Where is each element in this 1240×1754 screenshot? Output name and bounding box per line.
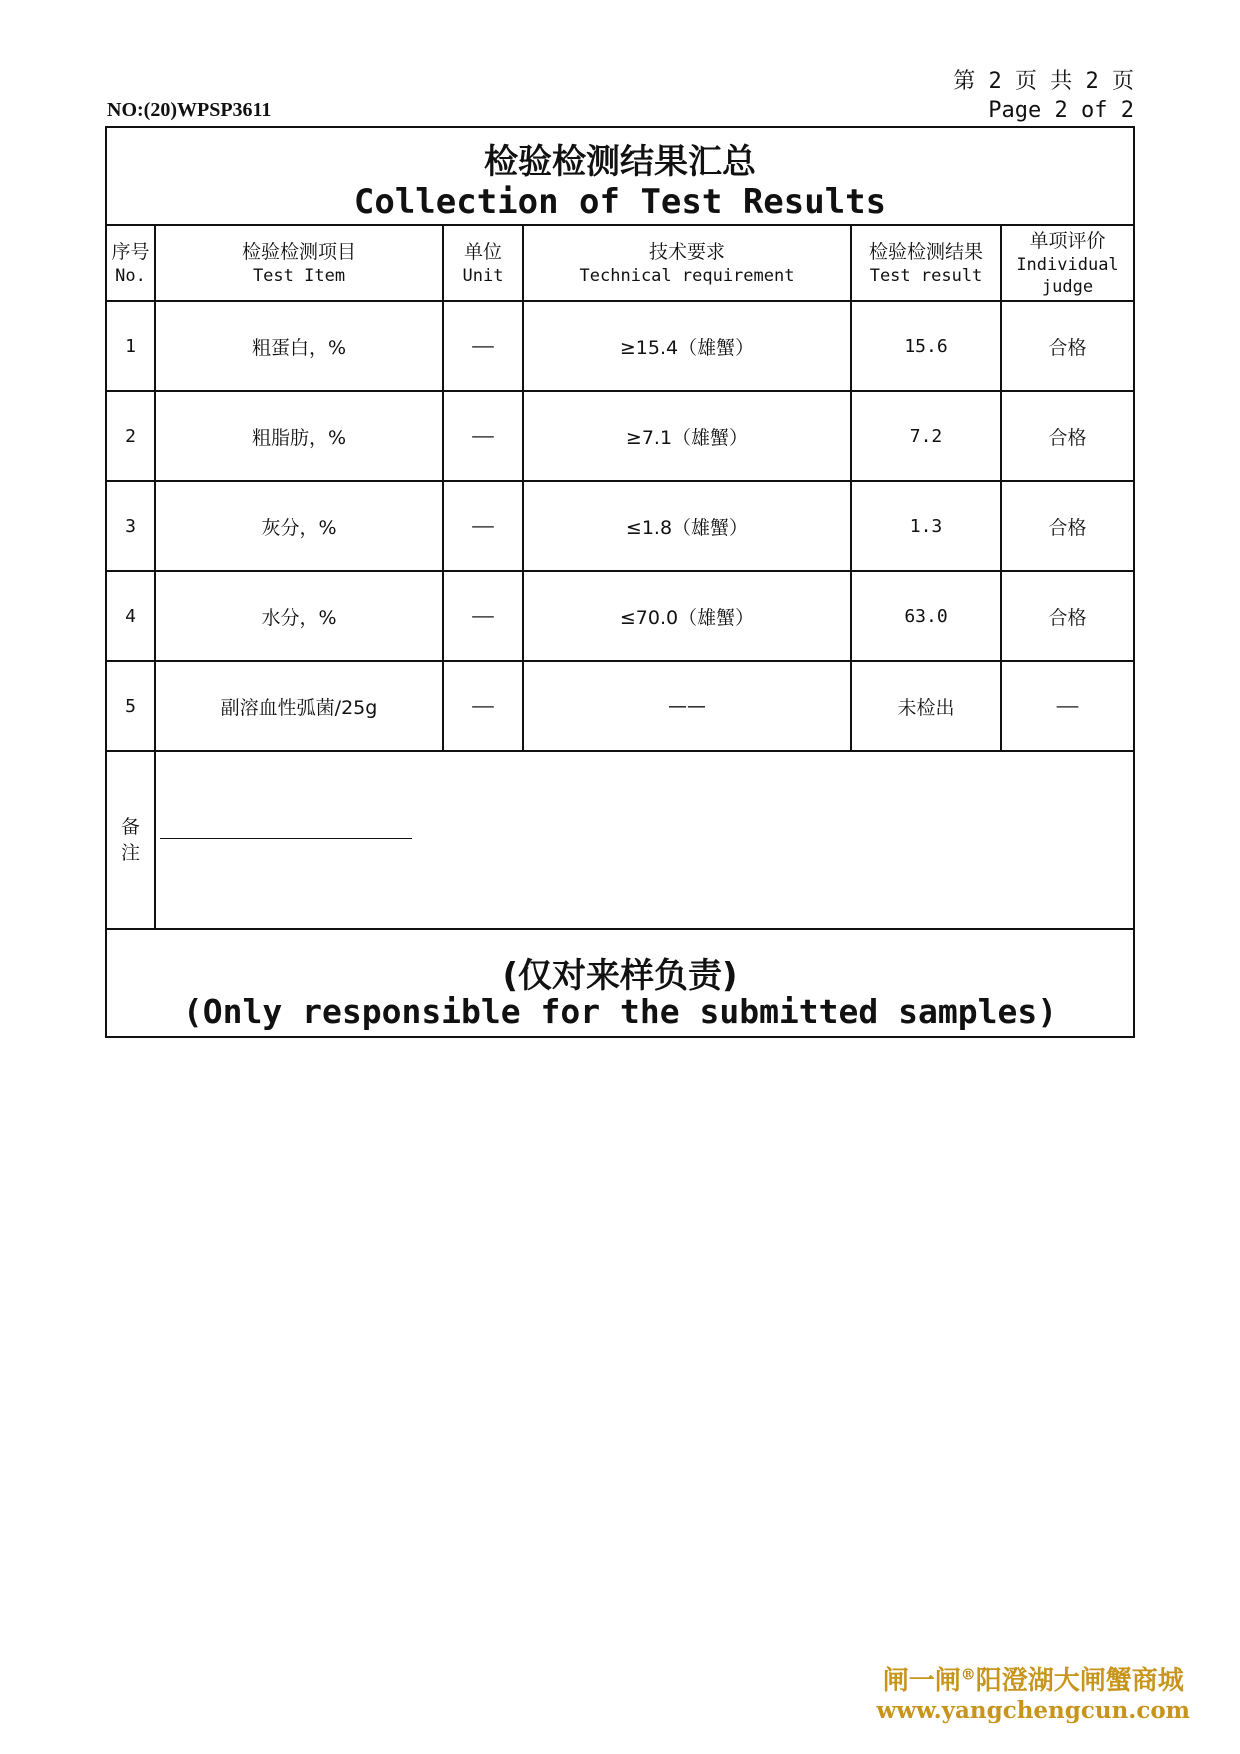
cell-requirement: ≥15.4（雄蟹） <box>523 301 851 391</box>
page-indicator <box>953 67 1134 125</box>
page-indicator-en: Page 2 of 2 <box>988 98 1134 123</box>
remarks-label-1: 备 <box>120 816 140 838</box>
disclaimer-en: (Only responsible for the submitted samples) <box>182 992 1058 1031</box>
cell-requirement: ≤1.8（雄蟹） <box>523 481 851 571</box>
header-unit: 单位 Unit <box>443 226 523 301</box>
table-row <box>107 391 1133 481</box>
cell-item: 副溶血性弧菌/25g <box>155 661 443 751</box>
watermark-shop: 阳澄湖大闸蟹商城 <box>975 1666 1184 1696</box>
results-report <box>105 126 1135 1038</box>
cell-judge: 合格 <box>1001 301 1133 391</box>
cell-judge: 合格 <box>1001 391 1133 481</box>
cell-unit: —— <box>443 481 523 571</box>
cell-no: 5 <box>107 661 155 751</box>
cell-result: 15.6 <box>851 301 1001 391</box>
cell-no: 1 <box>107 301 155 391</box>
cell-requirement: ≥7.1（雄蟹） <box>523 391 851 481</box>
cell-result: 1.3 <box>851 481 1001 571</box>
cell-item: 水分，% <box>155 571 443 661</box>
cell-result: 63.0 <box>851 571 1001 661</box>
cell-unit: —— <box>443 661 523 751</box>
cell-no: 2 <box>107 391 155 481</box>
disclaimer <box>107 942 1133 1036</box>
header-no: 序号 No. <box>107 226 155 301</box>
cell-requirement: —— <box>523 661 851 751</box>
table-row <box>107 481 1133 571</box>
title-cn: 检验检测结果汇总 <box>484 142 756 182</box>
table-header <box>107 226 1133 301</box>
cell-item: 灰分，% <box>155 481 443 571</box>
cell-judge: —— <box>1001 661 1133 751</box>
cell-item: 粗脂肪，% <box>155 391 443 481</box>
table-row <box>107 571 1133 661</box>
remarks-label <box>107 751 155 929</box>
cell-judge: 合格 <box>1001 481 1133 571</box>
report-title <box>107 128 1133 226</box>
remarks-content <box>155 751 1133 929</box>
page-indicator-cn: 第 2 页 共 2 页 <box>953 69 1134 94</box>
cell-requirement: ≤70.0（雄蟹） <box>523 571 851 661</box>
cell-unit: —— <box>443 571 523 661</box>
title-en: Collection of Test Results <box>353 182 887 222</box>
header-test-result: 检验检测结果 Test result <box>851 226 1001 301</box>
disclaimer-cn: (仅对来样负责) <box>502 956 738 996</box>
table-row <box>107 661 1133 751</box>
header-requirement: 技术要求 Technical requirement <box>523 226 851 301</box>
table-row <box>107 301 1133 391</box>
cell-unit: —— <box>443 301 523 391</box>
header-judge: 单项评价 Individual judge <box>1001 226 1133 301</box>
registered-icon: ® <box>960 1665 976 1684</box>
shop-watermark <box>877 1660 1190 1724</box>
cell-item: 粗蛋白，% <box>155 301 443 391</box>
header-test-item: 检验检测项目 Test Item <box>155 226 443 301</box>
cell-unit: —— <box>443 391 523 481</box>
remarks-row <box>107 751 1133 929</box>
cell-result: 未检出 <box>851 661 1001 751</box>
remarks-label-2: 注 <box>120 842 140 864</box>
report-number: NO:(20)WPSP3611 <box>107 99 272 121</box>
cell-judge: 合格 <box>1001 571 1133 661</box>
results-table <box>107 226 1133 930</box>
watermark-url: www.yangchengcun.com <box>876 1697 1190 1724</box>
cell-no: 3 <box>107 481 155 571</box>
remarks-blank-line <box>160 838 412 839</box>
watermark-brand: 闸一闸 <box>882 1666 961 1696</box>
cell-result: 7.2 <box>851 391 1001 481</box>
cell-no: 4 <box>107 571 155 661</box>
